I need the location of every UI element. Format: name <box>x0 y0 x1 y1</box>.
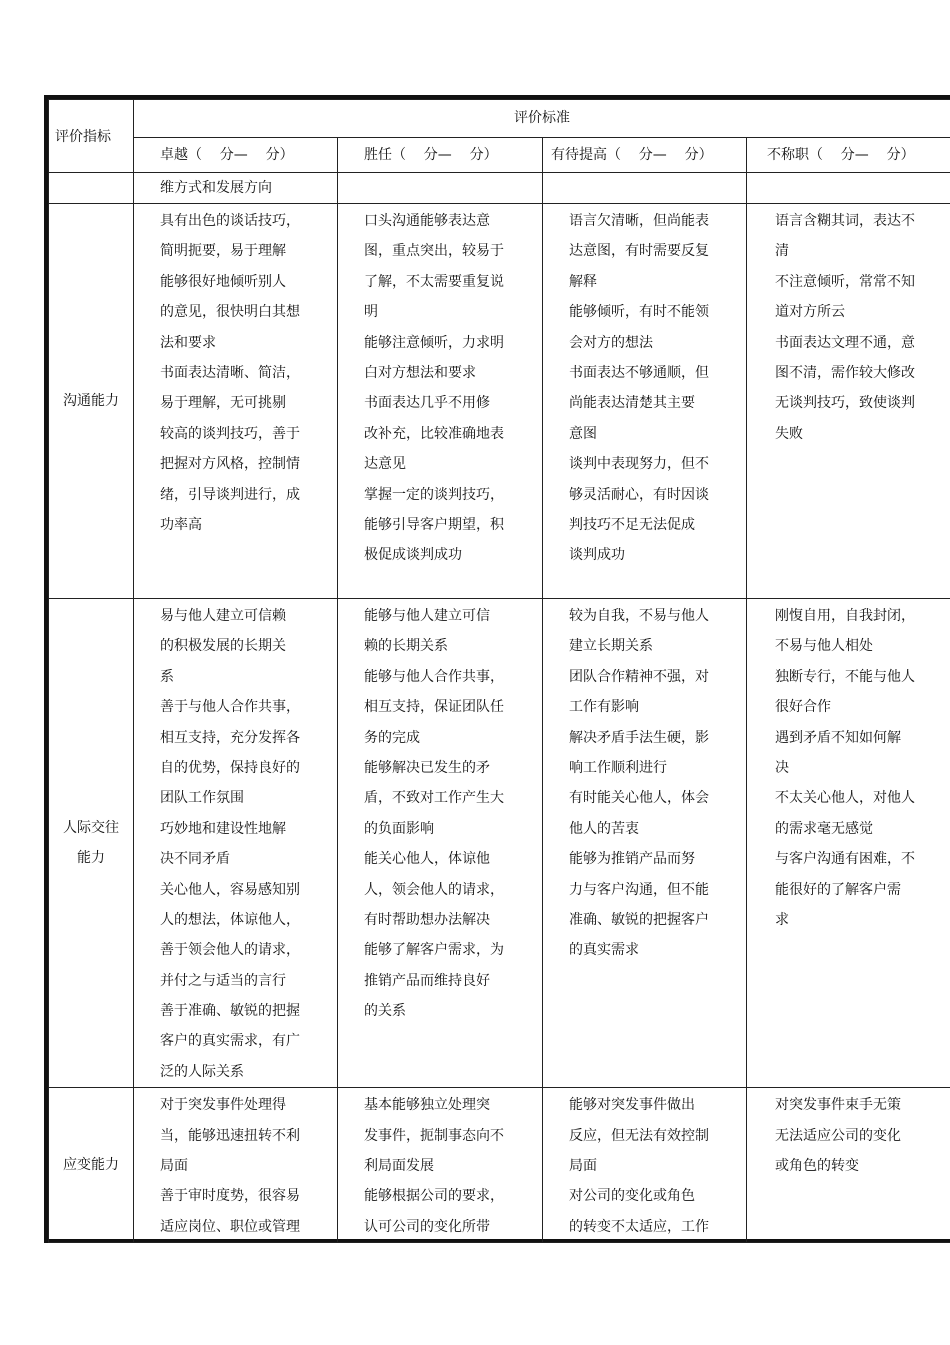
cell-text-line: 适应岗位、职位或管理 <box>160 1218 300 1235</box>
cell-text-line: 赖的长期关系 <box>364 638 448 655</box>
cell-text-line: 能够为推销产品而努 <box>569 851 695 868</box>
header-row-1 <box>49 100 950 138</box>
cell-text-line: 法和要求 <box>160 334 216 351</box>
cell-text-line: 能关心他人，体谅他 <box>364 851 490 868</box>
cell-text-line: 失败 <box>775 425 803 442</box>
level-cell-unqualified <box>747 599 950 1088</box>
cell-text-line: 有时帮助想办法解决 <box>364 911 490 928</box>
cell-text-line: 独断专行，不能与他人 <box>775 668 915 685</box>
cell-text-line: 达意图，有时需要反复 <box>569 243 709 260</box>
level-cell-needs-improvement <box>543 204 747 599</box>
cell-text-line: 善于审时度势，很容易 <box>160 1188 300 1205</box>
cell-text-line: 力与客户沟通，但不能 <box>569 881 709 898</box>
cell-text-line: 的积极发展的长期关 <box>160 638 286 655</box>
cell-text-line: 能够解决已发生的矛 <box>364 759 490 776</box>
cell-text-line: 局面 <box>569 1158 597 1175</box>
cell-text-line: 具有出色的谈话技巧， <box>160 213 300 229</box>
header-standard: 评价标准 <box>134 100 950 138</box>
cell-text-line: 刚愎自用，自我封闭， <box>775 608 915 624</box>
cell-text-line: 能够与他人合作共事， <box>364 668 504 685</box>
cell-text-line: 功率高 <box>160 516 202 533</box>
cell-text-line: 书面表达不够通顺，但 <box>569 364 709 381</box>
cell-text-line: 人，领会他人的请求， <box>364 881 504 898</box>
cell-text-line: 维方式和发展方向 <box>160 180 272 196</box>
cell-text-line: 求 <box>775 911 789 928</box>
cell-text-line: 够灵活耐心，有时因谈 <box>569 486 709 503</box>
level-cell-excellent <box>134 173 338 204</box>
cell-text-line: 书面表达清晰、简洁， <box>160 364 300 381</box>
level-cell-unqualified <box>747 173 950 204</box>
cell-text-line: 了解，不太需要重复说 <box>364 273 504 290</box>
cell-text-line: 的意见，很快明白其想 <box>160 304 300 321</box>
cell-text-line: 易与他人建立可信赖 <box>160 608 286 624</box>
cell-text-line: 团队工作氛围 <box>160 790 244 807</box>
cell-text-line: 书面表达文理不通，意 <box>775 334 915 351</box>
cell-text-line: 尚能表达清楚其主要 <box>569 395 695 412</box>
cell-text-line: 决 <box>775 759 789 776</box>
cell-text-line: 决不同矛盾 <box>160 851 230 868</box>
cell-text-line: 建立长期关系 <box>569 638 653 655</box>
cell-text-line: 能够了解客户需求，为 <box>364 942 504 959</box>
header-row-2 <box>49 137 950 173</box>
cell-text-line: 能够与他人建立可信 <box>364 608 490 624</box>
level-cell-excellent <box>134 1088 338 1243</box>
cell-text-line: 不太关心他人，对他人 <box>775 790 915 807</box>
level-cell-excellent <box>134 204 338 599</box>
cell-text-line: 局面 <box>160 1158 188 1175</box>
cell-text-line: 不注意倾听，常常不知 <box>775 273 915 290</box>
cell-text-line: 把握对方风格，控制情 <box>160 456 300 473</box>
cell-text-line: 能够倾听，有时不能领 <box>569 304 709 321</box>
header-indicator: 评价指标 <box>49 100 134 173</box>
cell-text-line: 较为自我，不易与他人 <box>569 608 709 624</box>
cell-text-line: 清 <box>775 243 789 260</box>
cell-text-line: 团队合作精神不强，对 <box>569 668 709 685</box>
cell-text-line: 系 <box>160 668 174 685</box>
cell-text-line: 易于理解，无可挑剔 <box>160 395 286 412</box>
header-level-competent: 胜任（ 分— 分） <box>338 137 543 173</box>
cell-text-line: 的真实需求 <box>569 942 639 959</box>
cell-text-line: 能够对突发事件做出 <box>569 1097 695 1114</box>
cell-text-line: 发事件，扼制事态向不 <box>364 1127 504 1144</box>
table-row-continued <box>49 173 950 204</box>
cell-text-line: 能够引导客户期望，积 <box>364 516 504 533</box>
cell-text-line: 善于领会他人的请求， <box>160 942 300 959</box>
cell-text-line: 有时能关心他人，体会 <box>569 790 709 807</box>
level-cell-excellent <box>134 599 338 1088</box>
cell-text-line: 语言欠清晰，但尚能表 <box>569 213 709 229</box>
cell-text-line: 他人的苦衷 <box>569 820 639 837</box>
cell-text-line: 对于突发事件处理得 <box>160 1097 286 1114</box>
cell-text-line: 掌握一定的谈判技巧， <box>364 486 504 503</box>
cell-text-line: 会对方的想法 <box>569 334 653 351</box>
header-level-unqualified: 不称职（ 分— 分） <box>747 137 950 173</box>
level-cell-unqualified <box>747 204 950 599</box>
cell-text-line: 改补充，比较准确地表 <box>364 425 504 442</box>
cell-text-line: 准确、敏锐的把握客户 <box>569 911 709 928</box>
cell-text-line: 能够根据公司的要求， <box>364 1188 504 1205</box>
indicator-label: 人际交往 <box>63 820 119 837</box>
cell-text-line: 解释 <box>569 273 597 290</box>
cell-text-line: 泛的人际关系 <box>160 1063 244 1080</box>
cell-text-line: 很好合作 <box>775 699 831 716</box>
header-level-needs-improvement: 有待提高（ 分— 分） <box>543 137 747 173</box>
cell-text-line: 不易与他人相处 <box>775 638 873 655</box>
cell-text-line: 认可公司的变化所带 <box>364 1218 490 1235</box>
table-row-communication <box>49 204 950 599</box>
cell-text-line: 的转变不太适应，工作 <box>569 1218 709 1235</box>
cell-text-line: 达意见 <box>364 456 406 473</box>
cell-text-line: 工作有影响 <box>569 699 639 716</box>
cell-text-line: 书面表达几乎不用修 <box>364 395 490 412</box>
cell-text-line: 谈判中表现努力，但不 <box>569 456 709 473</box>
cell-text-line: 对突发事件束手无策 <box>775 1097 901 1114</box>
cell-text-line: 无法适应公司的变化 <box>775 1127 901 1144</box>
cell-text-line: 较高的谈判技巧，善于 <box>160 425 300 442</box>
cell-text-line: 善于准确、敏锐的把握 <box>160 1003 300 1020</box>
indicator-cell-adaptability: 应变能力 <box>49 1088 134 1243</box>
level-cell-unqualified <box>747 1088 950 1243</box>
cell-text-line: 与客户沟通有困难，不 <box>775 851 915 868</box>
cell-text-line: 谈判成功 <box>569 547 625 564</box>
indicator-cell <box>49 173 134 204</box>
cell-text-line: 善于与他人合作共事， <box>160 699 300 716</box>
level-cell-needs-improvement <box>543 1088 747 1243</box>
cell-text-line: 图不清，需作较大修改 <box>775 364 915 381</box>
cell-text-line: 遇到矛盾不知如何解 <box>775 729 901 746</box>
cell-text-line: 解决矛盾手法生硬，影 <box>569 729 709 746</box>
cell-text-line: 能够注意倾听，力求明 <box>364 334 504 351</box>
cell-text-line: 图，重点突出，较易于 <box>364 243 504 260</box>
table-row-adaptability <box>49 1088 950 1243</box>
cell-text-line: 响工作顺利进行 <box>569 759 667 776</box>
level-cell-competent <box>338 204 543 599</box>
cell-text-line: 的需求毫无感觉 <box>775 820 873 837</box>
level-cell-needs-improvement <box>543 173 747 204</box>
cell-text-line: 无谈判技巧，致使谈判 <box>775 395 915 412</box>
table-row-interpersonal <box>49 599 950 1088</box>
level-cell-competent <box>338 173 543 204</box>
cell-text-line: 客户的真实需求，有广 <box>160 1033 300 1050</box>
cell-text-line: 关心他人，容易感知别 <box>160 881 300 898</box>
cell-text-line: 明 <box>364 304 378 321</box>
cell-text-line: 人的想法，体谅他人， <box>160 911 300 928</box>
cell-text-line: 对公司的变化或角色 <box>569 1188 695 1205</box>
cell-text-line: 简明扼要，易于理解 <box>160 243 286 260</box>
cell-text-line: 反应，但无法有效控制 <box>569 1127 709 1144</box>
cell-text-line: 意图 <box>569 425 597 442</box>
cell-text-line: 判技巧不足无法促成 <box>569 516 695 533</box>
cell-text-line: 白对方想法和要求 <box>364 364 476 381</box>
header-level-excellent: 卓越（ 分— 分） <box>134 137 338 173</box>
cell-text-line: 或角色的转变 <box>775 1158 859 1175</box>
cell-text-line: 盾，不致对工作产生大 <box>364 790 504 807</box>
cell-text-line: 道对方所云 <box>775 304 845 321</box>
level-cell-needs-improvement <box>543 599 747 1088</box>
cell-text-line: 务的完成 <box>364 729 420 746</box>
indicator-cell-interpersonal <box>49 599 134 1088</box>
cell-text-line: 基本能够独立处理突 <box>364 1097 490 1114</box>
cell-text-line: 利局面发展 <box>364 1158 434 1175</box>
level-cell-competent <box>338 599 543 1088</box>
level-cell-competent <box>338 1088 543 1243</box>
cell-text-line: 语言含糊其词，表达不 <box>775 213 915 229</box>
cell-text-line: 极促成谈判成功 <box>364 547 462 564</box>
cell-text-line: 并付之与适当的言行 <box>160 972 286 989</box>
cell-text-line: 能很好的了解客户需 <box>775 881 901 898</box>
indicator-cell-communication: 沟通能力 <box>49 204 134 599</box>
cell-text-line: 口头沟通能够表达意 <box>364 213 490 229</box>
cell-text-line: 推销产品而维持良好 <box>364 972 490 989</box>
cell-text-line: 绪，引导谈判进行，成 <box>160 486 300 503</box>
cell-text-line: 当，能够迅速扭转不利 <box>160 1127 300 1144</box>
cell-text-line: 相互支持，充分发挥各 <box>160 729 300 746</box>
cell-text-line: 巧妙地和建设性地解 <box>160 820 286 837</box>
cell-text-line: 的关系 <box>364 1003 406 1020</box>
cell-text-line: 能够很好地倾听别人 <box>160 273 286 290</box>
indicator-label: 能力 <box>77 850 105 867</box>
cell-text-line: 自的优势，保持良好的 <box>160 759 300 776</box>
cell-text-line: 相互支持，保证团队任 <box>364 699 504 716</box>
cell-text-line: 的负面影响 <box>364 820 434 837</box>
evaluation-table <box>48 99 950 1243</box>
